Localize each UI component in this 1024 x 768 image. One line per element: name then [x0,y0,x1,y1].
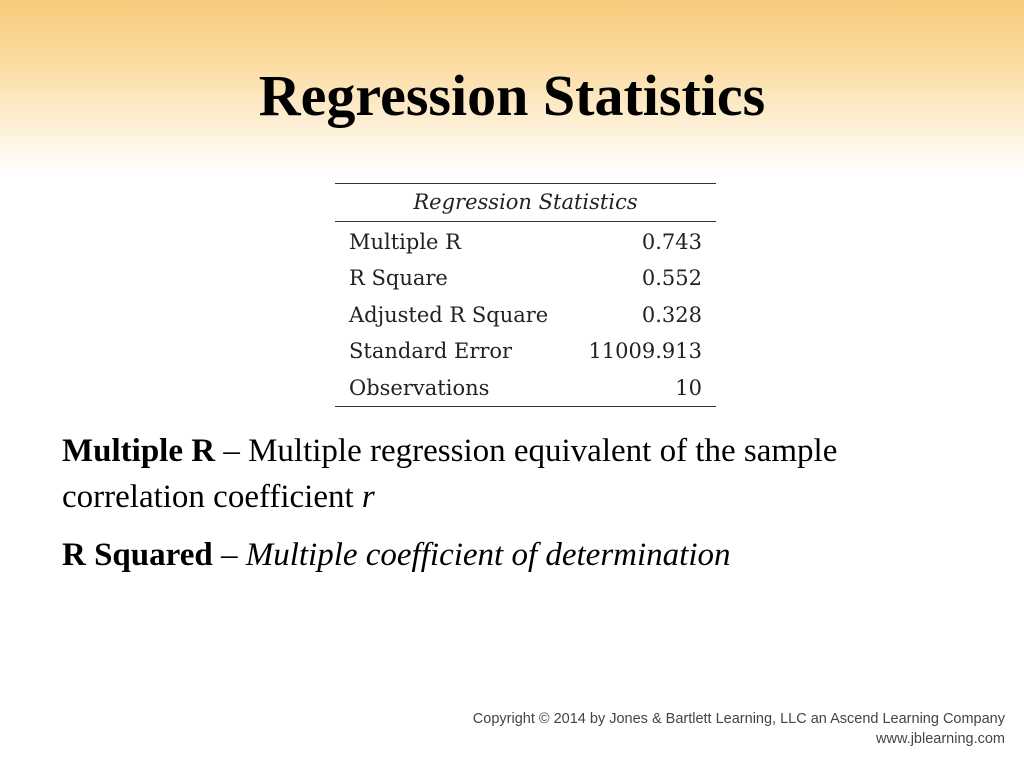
slide-title: Regression Statistics [258,63,766,128]
definition-dash: – [212,537,246,573]
table-row [335,333,716,369]
row-value: 10 [675,375,702,400]
row-label: Observations [349,375,490,400]
table-caption: Regression Statistics [335,184,716,222]
row-value: 0.743 [641,230,702,254]
row-label: Standard Error [349,339,513,364]
row-value: 0.328 [641,302,702,327]
definition-variable: r [361,479,375,515]
website-text: www.jblearning.com [876,731,1005,747]
row-label: Multiple R [349,230,461,254]
table-row [335,260,716,296]
row-value: 11009.913 [588,339,702,364]
row-label: R Square [349,266,448,291]
table-row [335,297,716,333]
row-label: Adjusted R Square [349,302,549,327]
definition-text: Multiple regression equivalent of the sample correlation coefficient [62,433,838,515]
definition-text: Multiple coefficient of determination [245,537,731,573]
definition-term: Multiple R [62,433,216,469]
row-value: 0.552 [641,266,702,291]
copyright-text: Copyright © 2014 by Jones & Bartlett Learning, LLC an Ascend Learning Company [472,711,1005,727]
definition-multiple-r [62,428,962,520]
table-row [335,370,716,406]
table-row [335,224,716,260]
definitions-list [62,428,962,578]
definition-dash: – [215,433,249,469]
copyright-footer [473,709,1005,749]
table-body [335,222,716,406]
definition-term: R Squared [62,537,213,573]
regression-statistics-table [335,183,716,407]
definition-r-squared [62,532,962,578]
